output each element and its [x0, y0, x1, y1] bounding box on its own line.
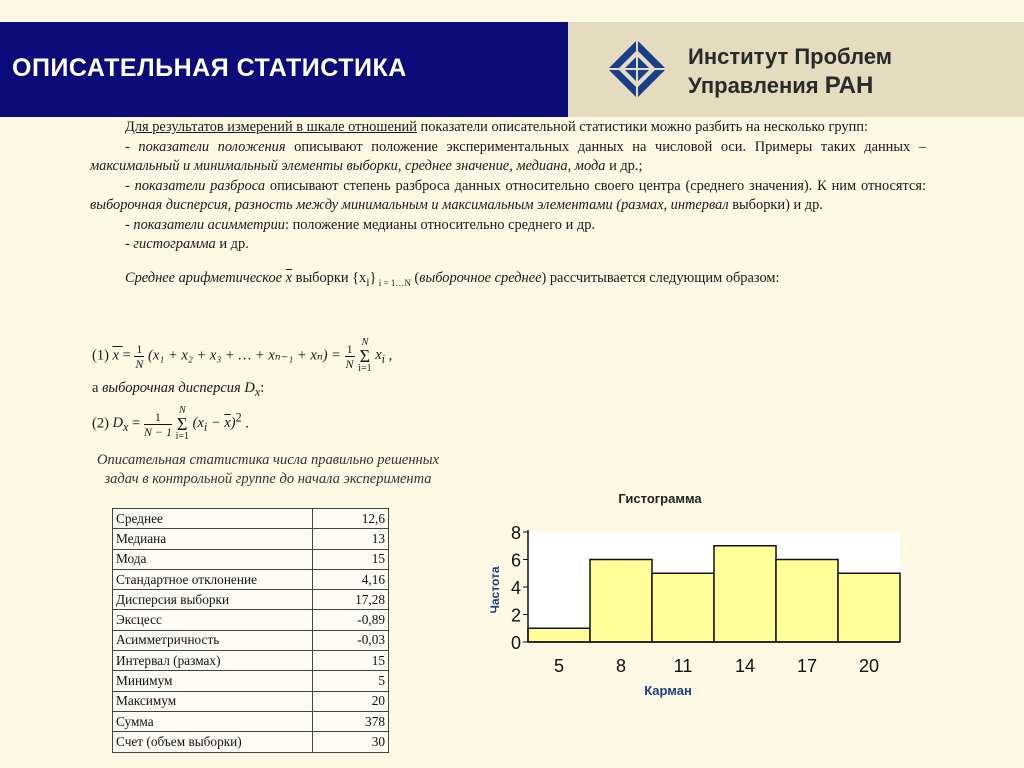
y-tick-label: 2	[510, 605, 521, 626]
stat-label: Эксцесс	[113, 610, 313, 630]
y-tick-label: 0	[510, 633, 521, 653]
table-row	[113, 590, 389, 610]
paragraph-intro	[90, 118, 926, 138]
table-row	[113, 711, 389, 731]
stat-label: Интервал (размах)	[113, 651, 313, 671]
stat-label: Счет (объем выборки)	[113, 732, 313, 752]
position-examples: максимальный и минимальный элементы выборки, среднее значение, медиана, мода	[90, 158, 606, 174]
disp-a: а	[92, 380, 103, 396]
table-row	[113, 691, 389, 711]
stat-value: 13	[313, 529, 389, 549]
formula-mean: (1) x = $\frac{1}{N}$ (x₁ + x₂ + x₃ + … + xₙ₋₁ + xₙ) = $\frac{1}{N}$ N Σ i=1 $x_i$ ,	[92, 337, 393, 374]
stat-value: -0,03	[313, 630, 389, 650]
stat-value: 15	[313, 651, 389, 671]
bar-14	[714, 546, 776, 642]
mean-rest: ) рассчитывается следующим образом:	[541, 269, 780, 286]
stat-label: Среднее	[113, 509, 313, 529]
mean-term-2: выборочное среднее	[419, 269, 542, 286]
bar-11	[652, 573, 714, 642]
intro-rest: показатели описательной статистики можно разбить на несколько групп:	[416, 119, 868, 135]
position-text: описывают положение экспериментальных данных на числовой оси. Примеры таких данных –	[285, 138, 927, 155]
y-tick-label: 4	[510, 578, 521, 598]
disp-colon: :	[260, 380, 265, 396]
stat-label: Асимметричность	[113, 630, 313, 650]
paragraph-spread	[90, 177, 926, 216]
table-row	[113, 630, 389, 650]
institute-line-2	[688, 71, 892, 100]
disp-D: D	[240, 380, 255, 396]
chart-title: Гистограмма	[618, 491, 702, 506]
spread-examples: выборочная дисперсия, разность между минимальным и максимальным элементами (размах, интервал	[90, 197, 729, 213]
stat-value: 17,28	[313, 590, 389, 610]
stat-value: 30	[313, 732, 389, 752]
stat-label: Минимум	[113, 671, 313, 691]
table-row	[113, 651, 389, 671]
stat-label: Дисперсия выборки	[113, 590, 313, 610]
mean-sample: выборки {x	[292, 269, 367, 286]
position-end: и др.;	[605, 158, 643, 174]
table-row	[113, 549, 389, 569]
hist-text: и др.	[215, 236, 249, 252]
x-tick-label: 14	[734, 656, 756, 676]
paragraph-position	[90, 138, 926, 177]
position-dash: -	[125, 138, 139, 155]
hist-dash: -	[125, 236, 134, 252]
formula-1-label: (1)	[92, 347, 109, 364]
disp-term: выборочная дисперсия	[102, 380, 241, 396]
stat-label: Сумма	[113, 711, 313, 731]
stat-value: -0,89	[313, 610, 389, 630]
institute-logo-icon	[606, 38, 668, 100]
x-tick-label: 5	[553, 656, 565, 676]
histogram-chart	[470, 480, 920, 705]
table-row	[113, 610, 389, 630]
x-tick-label: 8	[615, 656, 627, 676]
stat-value: 12,6	[313, 509, 389, 529]
chart-x-label: Карман	[644, 683, 692, 698]
table-row	[113, 671, 389, 691]
formula-2-label: (2)	[92, 415, 109, 432]
paragraph-mean: Среднее арифметическое $\overline{x}$ выборки $\{x_i\}$ $_{i = 1\dots N}$ (выборочное среднее) рассчитывается следующим образом:	[125, 269, 780, 289]
spread-term: показатели разброса	[134, 177, 266, 194]
y-tick-label: 6	[510, 550, 521, 571]
position-term: показатели положения	[138, 138, 286, 155]
institute-line-2-b: РАН	[824, 72, 874, 99]
asym-text: : положение медианы относительно среднего и др.	[284, 216, 596, 233]
bar-8	[590, 560, 652, 643]
body-text	[90, 118, 926, 293]
stat-label: Стандартное отклонение	[113, 569, 313, 589]
table-row	[113, 569, 389, 589]
chart-y-label: Частота	[488, 566, 502, 614]
stat-value: 378	[313, 711, 389, 731]
paragraph-asymmetry	[90, 216, 926, 236]
y-tick-label: 8	[510, 523, 521, 543]
disp-sub: x	[254, 384, 261, 399]
spread-text: описывают степень разброса данных относительно своего центра (среднего значения). К ним относятся:	[265, 177, 926, 194]
formula-1-expr: (x₁ + x₂ + x₃ + … + xₙ₋₁ + xₙ) =	[148, 347, 341, 364]
institute-name	[688, 42, 892, 100]
mean-sub: i	[366, 274, 370, 289]
stat-label: Мода	[113, 549, 313, 569]
stat-label: Медиана	[113, 529, 313, 549]
stat-label: Максимум	[113, 691, 313, 711]
bar-20	[838, 573, 900, 642]
table-caption: Описательная статистика числа правильно решенных задач в контрольной группе до начала эксперимента	[96, 452, 440, 487]
formula-dispersion: (2) $D_x$ = $\frac{1}{N - 1}$ N Σ i=1 $(x_i - \overline{x})^2$ .	[92, 405, 249, 442]
spread-dash: -	[125, 177, 135, 194]
mean-range: i = 1…N	[376, 277, 411, 288]
stat-value: 5	[313, 671, 389, 691]
institute-line-1: Институт Проблем	[688, 44, 892, 69]
x-tick-label: 11	[673, 656, 693, 676]
hist-term: гистограмма	[133, 236, 216, 252]
table-row	[113, 509, 389, 529]
stat-value: 15	[313, 549, 389, 569]
bar-17	[776, 560, 838, 643]
x-tick-label: 20	[858, 656, 880, 676]
mean-paren: (	[410, 269, 420, 286]
x-tick-label: 17	[796, 656, 818, 676]
table-row	[113, 732, 389, 752]
mean-term: Среднее арифметическое	[125, 269, 283, 286]
intro-underlined: Для результатов измерений в шкале отношений	[125, 119, 417, 135]
paragraph-histogram	[90, 235, 926, 255]
asym-term: показатели асимметрии	[133, 216, 285, 233]
institute-line-2-a: Управления	[688, 73, 819, 98]
spread-end: выборки) и др.	[728, 197, 823, 213]
table-row	[113, 529, 389, 549]
page-title: ОПИСАТЕЛЬНАЯ СТАТИСТИКА	[12, 54, 407, 82]
stat-value: 4,16	[313, 569, 389, 589]
stat-value: 20	[313, 691, 389, 711]
bar-5	[528, 628, 590, 642]
dispersion-intro	[92, 380, 264, 400]
stats-table	[112, 508, 389, 753]
asym-dash: -	[125, 216, 134, 233]
